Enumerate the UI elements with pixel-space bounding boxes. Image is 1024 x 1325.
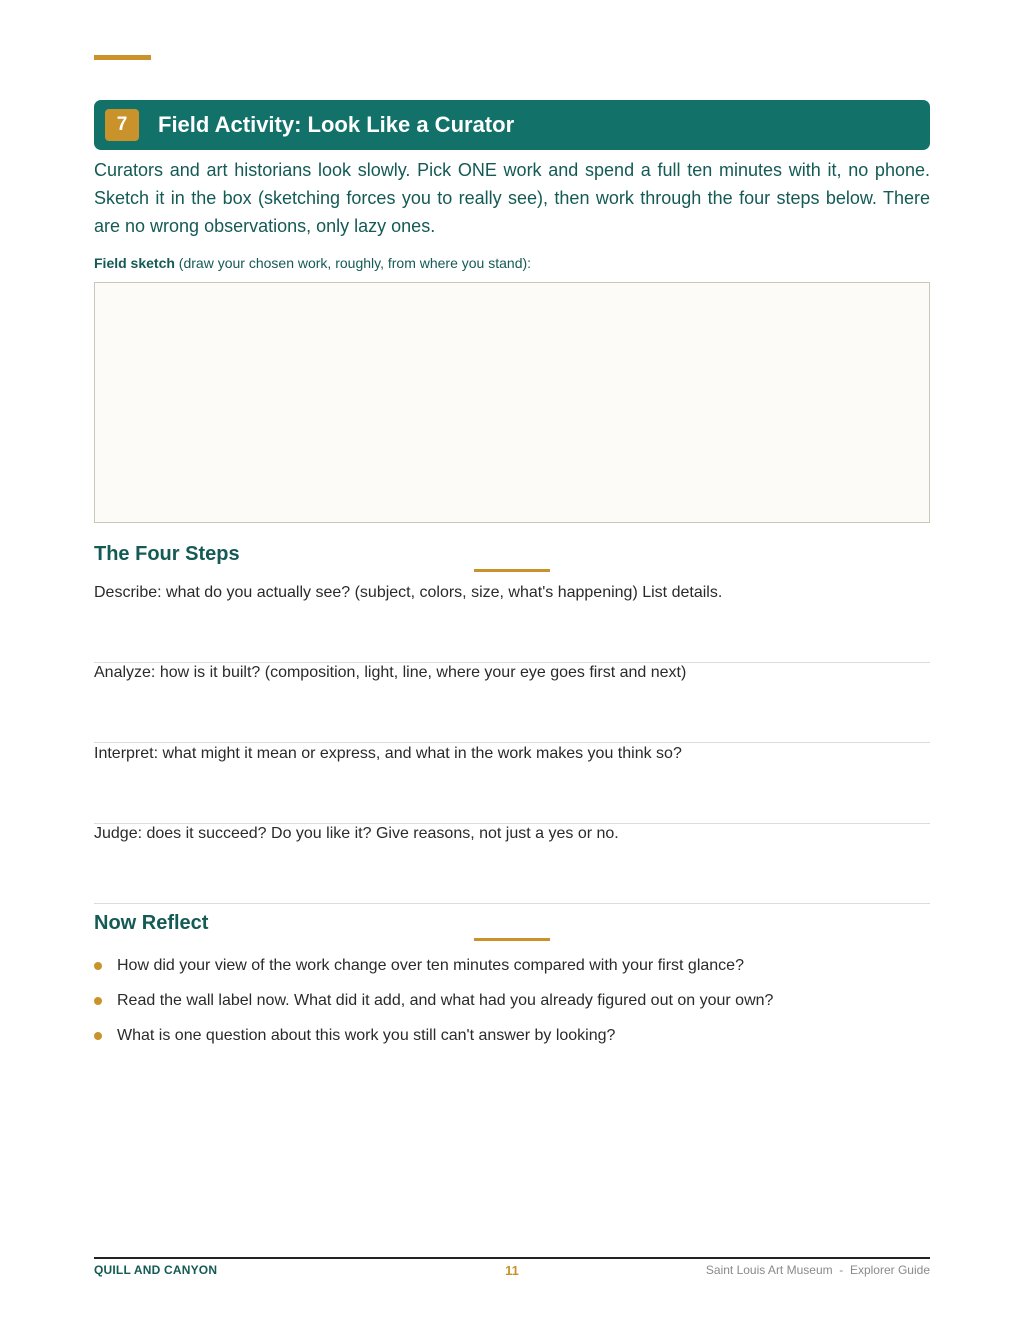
sketch-label xyxy=(94,255,531,271)
step-analyze[interactable] xyxy=(94,662,930,743)
four-steps-heading: The Four Steps xyxy=(94,543,240,565)
section-title: Field Activity: Look Like a Curator xyxy=(158,112,515,137)
top-accent-bar xyxy=(94,55,151,60)
step-describe-text: Describe: what do you actually see? (subject, colors, size, what's happening) List details. xyxy=(94,584,723,601)
footer-publisher: QUILL AND CANYON xyxy=(94,1263,218,1277)
sketch-label-rest: (draw your chosen work, roughly, from where you stand): xyxy=(174,255,532,271)
reflect-item-text: What is one question about this work you still can't answer by looking? xyxy=(117,1027,616,1044)
step-judge[interactable] xyxy=(94,823,930,904)
reflect-list xyxy=(94,955,930,1060)
four-steps-accent-line xyxy=(474,569,550,572)
bullet-dot-icon xyxy=(94,997,102,1005)
reflect-item xyxy=(94,990,930,1025)
step-describe[interactable] xyxy=(94,582,930,663)
section-number-badge: 7 xyxy=(105,109,139,141)
sketch-box[interactable] xyxy=(94,282,930,523)
reflect-item xyxy=(94,955,930,990)
intro-paragraph: Curators and art historians look slowly. Pick ONE work and spend a full ten minutes with it, no phone. Sketch it in the box (sketching forces you to really see), then work through the four steps below. There are no wrong observations, only lazy ones. xyxy=(94,160,930,236)
reflect-item xyxy=(94,1025,930,1060)
sketch-label-bold: Field sketch xyxy=(94,255,175,271)
reflect-accent-line xyxy=(474,938,550,941)
reflect-item-text: How did your view of the work change over ten minutes compared with your first glance? xyxy=(117,957,744,974)
reflect-item-text: Read the wall label now. What did it add, and what had you already figured out on your own? xyxy=(117,992,774,1009)
step-interpret[interactable] xyxy=(94,743,930,824)
section-header xyxy=(94,100,930,150)
footer-guide-title: Saint Louis Art Museum - Explorer Guide xyxy=(705,1263,930,1277)
footer-page-number: 11 xyxy=(505,1263,519,1278)
footer-rule xyxy=(94,1257,930,1259)
reflect-heading: Now Reflect xyxy=(94,912,209,934)
step-judge-text: Judge: does it succeed? Do you like it? Give reasons, not just a yes or no. xyxy=(94,825,619,842)
step-interpret-text: Interpret: what might it mean or express, and what in the work makes you think so? xyxy=(94,745,682,762)
bullet-dot-icon xyxy=(94,962,102,970)
step-analyze-text: Analyze: how is it built? (composition, light, line, where your eye goes first and next) xyxy=(94,664,687,681)
bullet-dot-icon xyxy=(94,1032,102,1040)
